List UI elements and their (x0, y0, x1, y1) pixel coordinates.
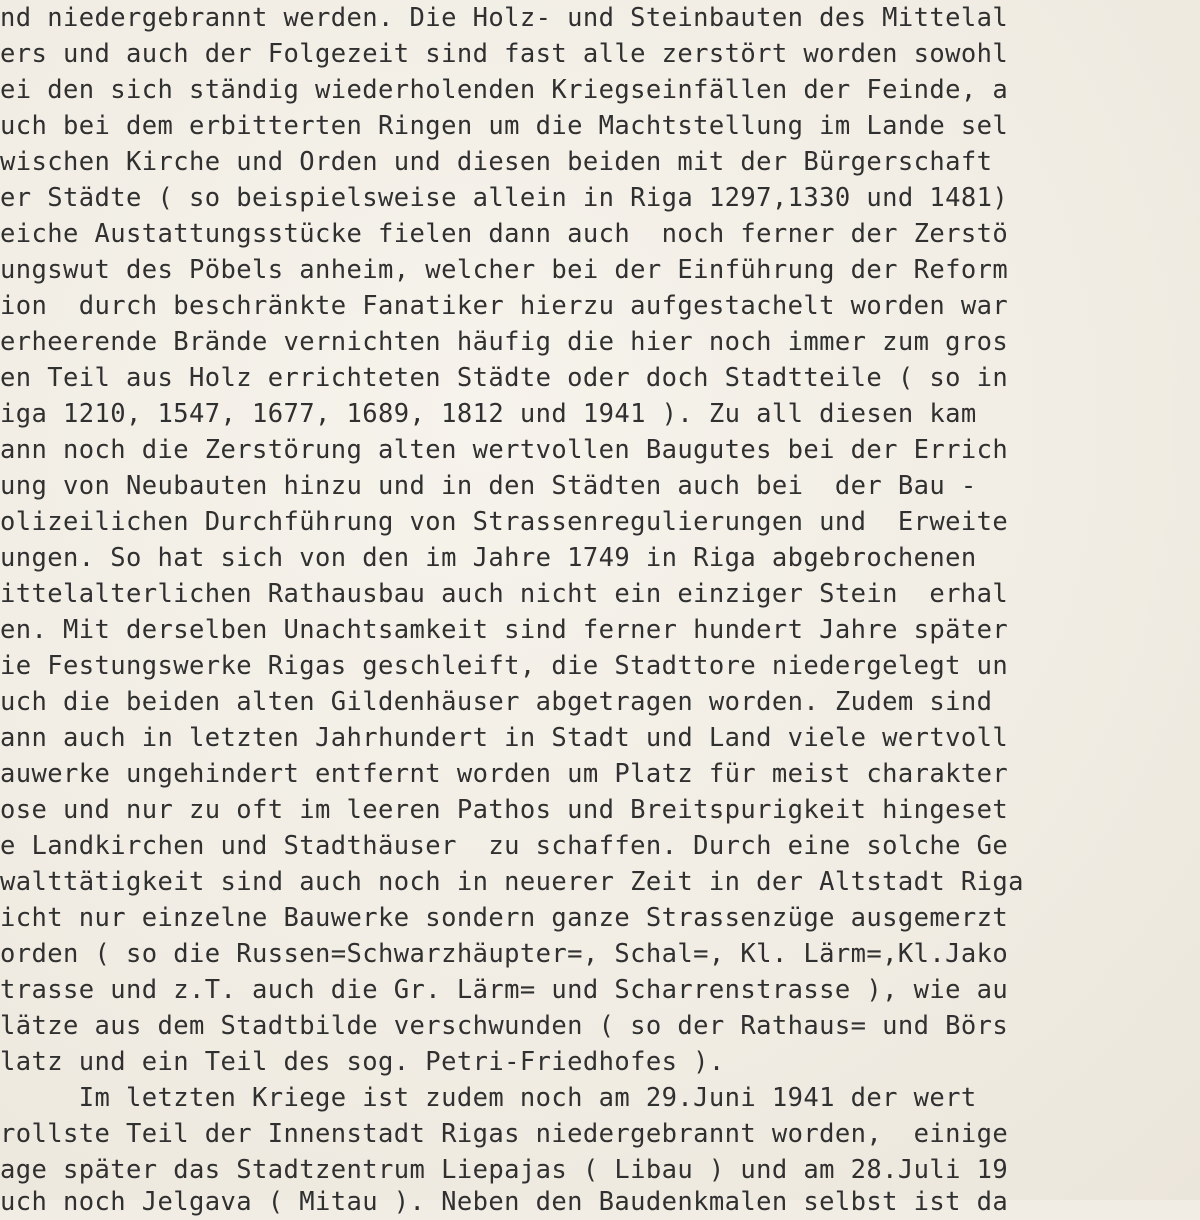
text-line: ion durch beschränkte Fanatiker hierzu aufgestachelt worden war (0, 291, 1009, 321)
text-line: auwerke ungehindert entfernt worden um Platz für meist charakter (0, 759, 1009, 789)
text-line: orden ( so die Russen=Schwarzhäupter=, Schal=, Kl. Lärm=,Kl.Jako (0, 939, 1009, 969)
text-line: latz und ein Teil des sog. Petri-Friedhofes ). (0, 1047, 725, 1077)
text-line: rollste Teil der Innenstadt Rigas niedergebrannt worden, einige (0, 1119, 1009, 1149)
text-line: eiche Austattungsstücke fielen dann auch noch ferner der Zerstö (0, 219, 1009, 249)
text-line: nd niedergebrannt werden. Die Holz- und Steinbauten des Mittelal (0, 3, 1009, 33)
text-line: ittelalterlichen Rathausbau auch nicht ein einziger Stein erhal (0, 579, 1009, 609)
text-line: ose und nur zu oft im leeren Pathos und Breitspurigkeit hingeset (0, 795, 1009, 825)
text-line: uch die beiden alten Gildenhäuser abgetragen worden. Zudem sind (0, 687, 993, 717)
text-line: uch noch Jelgava ( Mitau ). Neben den Baudenkmalen selbst ist da (0, 1187, 1009, 1217)
text-line: ann noch die Zerstörung alten wertvollen Baugutes bei der Errich (0, 435, 1009, 465)
text-line: ungswut des Pöbels anheim, welcher bei der Einführung der Reform (0, 255, 1009, 285)
text-line: walttätigkeit sind auch noch in neuerer Zeit in der Altstadt Riga (0, 867, 1024, 897)
text-line: ung von Neubauten hinzu und in den Städten auch bei der Bau - (0, 471, 977, 501)
text-line: lätze aus dem Stadtbilde verschwunden ( so der Rathaus= und Börs (0, 1011, 1009, 1041)
text-line: en. Mit derselben Unachtsamkeit sind ferner hundert Jahre später (0, 615, 1009, 645)
text-line: trasse und z.T. auch die Gr. Lärm= und Scharrenstrasse ), wie au (0, 975, 1009, 1005)
text-line: icht nur einzelne Bauwerke sondern ganze Strassenzüge ausgemerzt (0, 903, 1009, 933)
text-line: Im letzten Kriege ist zudem noch am 29.Juni 1941 der wert (0, 1083, 977, 1113)
text-line: ers und auch der Folgezeit sind fast alle zerstört worden sowohl (0, 39, 1009, 69)
text-line: ungen. So hat sich von den im Jahre 1749 in Riga abgebrochenen (0, 543, 977, 573)
text-line: e Landkirchen und Stadthäuser zu schaffen. Durch eine solche Ge (0, 831, 1009, 861)
text-line: ei den sich ständig wiederholenden Kriegseinfällen der Feinde, a (0, 75, 1009, 105)
text-line: en Teil aus Holz errichteten Städte oder doch Stadtteile ( so in (0, 363, 1009, 393)
text-line: age später das Stadtzentrum Liepajas ( Libau ) und am 28.Juli 19 (0, 1155, 1009, 1185)
text-line: iga 1210, 1547, 1677, 1689, 1812 und 1941 ). Zu all diesen kam (0, 399, 977, 429)
text-line: wischen Kirche und Orden und diesen beiden mit der Bürgerschaft (0, 147, 993, 177)
text-line: er Städte ( so beispielsweise allein in Riga 1297,1330 und 1481) (0, 183, 1009, 213)
text-line: ie Festungswerke Rigas geschleift, die Stadttore niedergelegt un (0, 651, 1009, 681)
text-line: ann auch in letzten Jahrhundert in Stadt und Land viele wertvoll (0, 723, 1009, 753)
text-line: olizeilichen Durchführung von Strassenregulierungen und Erweite (0, 507, 1009, 537)
text-line: uch bei dem erbitterten Ringen um die Machtstellung im Lande sel (0, 111, 1009, 141)
text-line: erheerende Brände vernichten häufig die hier noch immer zum gros (0, 327, 1009, 357)
